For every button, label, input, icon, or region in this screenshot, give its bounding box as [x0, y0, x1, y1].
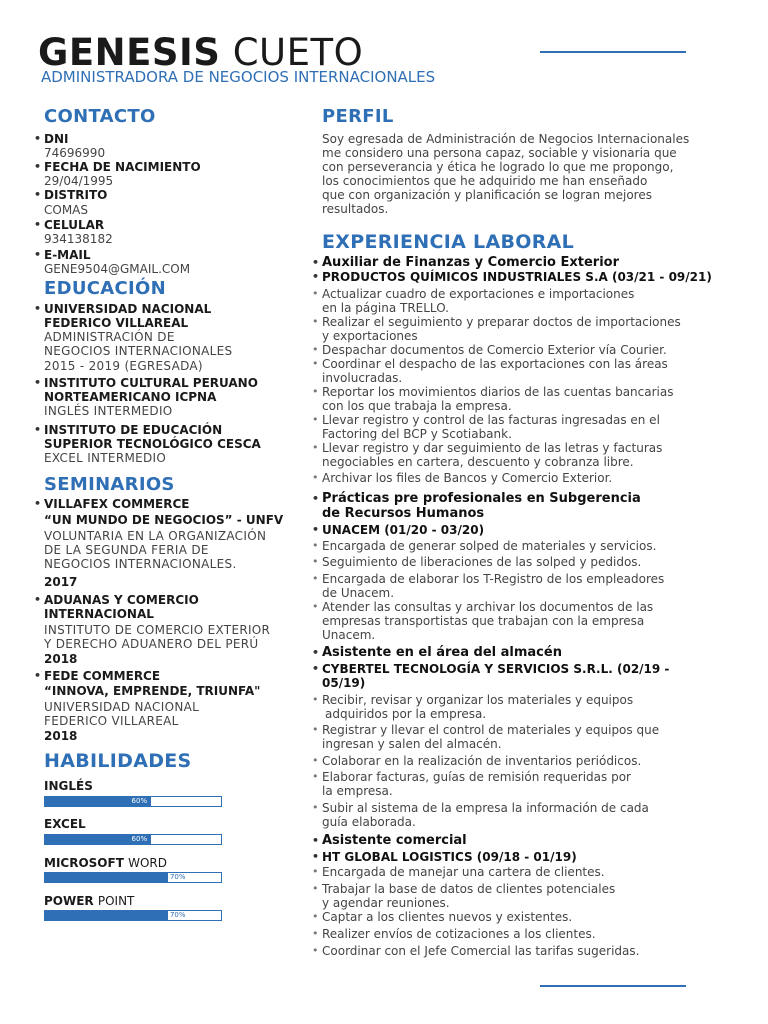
seminar-1-desc-cont: DE LA SEGUNDA FERIA DE [44, 543, 209, 557]
skill-word-percent: 70% [169, 873, 186, 881]
skill-excel-name: EXCEL [44, 817, 86, 831]
seminar-1-desc: VOLUNTARIA EN LA ORGANIZACIÓN [44, 529, 267, 543]
first-name: GENESIS [38, 31, 221, 74]
skill-english-percent: 60% [131, 797, 148, 805]
edu-1-institution: • UNIVERSIDAD NACIONAL [44, 302, 306, 316]
seminar-1-name: • VILLAFEX COMMERCE [44, 497, 306, 511]
experience-heading: EXPERIENCIA LABORAL [322, 231, 575, 253]
job-4-task: • Coordinar con el Jefe Comercial las tarifas sugeridas. [322, 944, 714, 958]
job-3-task: • Colaborar en la realización de inventarios periódicos. [322, 754, 714, 768]
job-1-company: • PRODUCTOS QUÍMICOS INDUSTRIALES S.A (03/21 - 09/21) [322, 270, 714, 284]
job-4-title: • Asistente comercial [322, 833, 714, 848]
edu-3-institution-cont [44, 437, 306, 451]
edu-2-institution: • INSTITUTO CULTURAL PERUANO [44, 376, 306, 390]
job-3-task: • Registrar y llevar el control de materiales y equipos que [322, 723, 714, 737]
skill-powerpoint-name-light: POINT [97, 894, 135, 908]
job-2-task: • Encargada de elaborar los T-Registro de los empleadores [322, 572, 714, 586]
job-1-task-cont: involucradas. [322, 371, 403, 385]
edu-1-period: 2015 - 2019 (EGRESADA) [44, 359, 203, 373]
job-1-task: • Archivar los files de Bancos y Comercio Exterior. [322, 471, 714, 485]
skill-powerpoint-name: POWER [44, 894, 94, 908]
education-section [44, 302, 306, 465]
profile-text [322, 132, 714, 216]
job-3-task: • Recibir, revisar y organizar los materiales y equipos [322, 693, 714, 707]
district-value: COMAS [44, 203, 89, 217]
job-3-task-cont: ingresan y salen del almacén. [322, 737, 502, 751]
edu-3-acronym: CESCA [217, 437, 261, 451]
edu-1-institution-cont: FEDERICO VILLAREAL [44, 316, 189, 330]
job-2-company: • UNACEM (01/20 - 03/20) [322, 523, 714, 537]
profile-line: me considero una persona capaz, sociable y visionaria que [322, 146, 677, 160]
seminars-section [44, 497, 306, 743]
seminar-3-name: • FEDE COMMERCE [44, 669, 306, 683]
contact-heading: CONTACTO [44, 106, 156, 127]
email-label: • E-MAIL [44, 248, 306, 262]
seminar-2-name-cont: INTERNACIONAL [44, 607, 154, 621]
seminar-1-desc-end: NEGOCIOS INTERNACIONALES. [44, 557, 237, 571]
profile-line: Soy egresada de Administración de Negocios Internacionales [322, 132, 690, 146]
job-2-task-cont: de Unacem. [322, 586, 395, 600]
skill-word-bar [44, 872, 222, 883]
job-2-title: • Prácticas pre profesionales en Subgerencia [322, 491, 714, 506]
job-4-task: • Captar a los clientes nuevos y existentes. [322, 910, 714, 924]
seminar-3-institution-cont: FEDERICO VILLAREAL [44, 714, 179, 728]
job-4-tasks [322, 865, 714, 958]
skill-excel [44, 817, 222, 845]
job-4-task: • Encargada de manejar una cartera de clientes. [322, 865, 714, 879]
skills-heading: HABILIDADES [44, 750, 192, 772]
edu-1-degree-cont: NEGOCIOS INTERNACIONALES [44, 344, 233, 358]
dni-label: • DNI [44, 132, 306, 146]
job-1-tasks [322, 287, 714, 485]
job-2-task: • Atender las consultas y archivar los documentos de las [322, 600, 714, 614]
job-3-tasks [322, 693, 714, 829]
contact-section [44, 132, 306, 276]
bottom-decorative-line [540, 985, 686, 987]
skill-word-name: MICROSOFT [44, 856, 124, 870]
job-1-task: • Realizar el seguimiento y preparar doctos de importaciones [322, 315, 714, 329]
job-4-task: • Realizer envíos de cotizaciones a los clientes. [322, 927, 714, 941]
edu-2-acronym: ICPNA [174, 390, 217, 404]
profile-line: los conocimientos que he adquirido me han enseñado [322, 174, 648, 188]
job-3-title: • Asistente en el área del almacén [322, 645, 714, 660]
job-3-task-cont: la empresa. [322, 784, 393, 798]
seminar-3-institution: UNIVERSIDAD NACIONAL [44, 700, 200, 714]
job-2-title-cont: de Recursos Humanos [322, 506, 485, 521]
job-4-task: • Trabajar la base de datos de clientes potenciales [322, 882, 714, 896]
job-title: ADMINISTRADORA DE NEGOCIOS INTERNACIONALES [41, 68, 436, 86]
job-1-task: • Coordinar el despacho de las exportaciones con las áreas [322, 357, 714, 371]
profile-line: resultados. [322, 202, 389, 216]
job-2-task-cont: empresas transportistas que trabajan con la empresa [322, 614, 645, 628]
edu-3-name: SUPERIOR TECNOLÓGICO [44, 437, 213, 451]
seminars-heading: SEMINARIOS [44, 474, 175, 495]
seminar-2-institution-cont: Y DERECHO ADUANERO DEL PERÚ [44, 637, 259, 651]
skill-word-fill [45, 873, 168, 882]
job-1-task-cont: en la página TRELLO. [322, 301, 449, 315]
seminar-3-year: 2018 [44, 729, 78, 743]
job-4-task-cont: y agendar reuniones. [322, 896, 450, 910]
skill-word-name-light: WORD [128, 856, 167, 870]
edu-2-institution-cont [44, 390, 306, 404]
profile-heading: PERFIL [322, 106, 394, 127]
profile-line: que con organización y planificación se logran mejores [322, 188, 652, 202]
email-value: GENE9504@GMAIL.COM [44, 262, 191, 276]
seminar-2-name: • ADUANAS Y COMERCIO [44, 593, 306, 607]
job-3-task-cont: guía elaborada. [322, 815, 416, 829]
top-decorative-line [540, 51, 686, 53]
job-4-company: • HT GLOBAL LOGISTICS (09/18 - 01/19) [322, 850, 714, 864]
job-2-task-cont: Unacem. [322, 628, 376, 642]
skill-powerpoint-label [44, 894, 222, 908]
seminar-1-event [44, 513, 306, 527]
job-1-task: • Despachar documentos de Comercio Exterior vía Courier. [322, 343, 714, 357]
skill-powerpoint-fill [45, 911, 168, 920]
skill-powerpoint [44, 894, 222, 921]
phone-label: • CELULAR [44, 218, 306, 232]
edu-2-name: NORTEAMERICANO [44, 390, 171, 404]
profile-line: con perseverancia y ética he logrado lo que me propongo, [322, 160, 674, 174]
skill-english-label [44, 779, 222, 793]
edu-2-program: INGLÉS INTERMEDIO [44, 404, 173, 418]
skill-english-bar [44, 796, 222, 807]
job-2-tasks [322, 539, 714, 642]
edu-1-degree: ADMINISTRACIÓN DE [44, 330, 175, 344]
job-1-task: • Reportar los movimientos diarios de las cuentas bancarias [322, 385, 714, 399]
skill-english-name: INGLÉS [44, 779, 93, 793]
job-1-task: • Actualizar cuadro de exportaciones e importaciones [322, 287, 714, 301]
job-1-task-cont: Factoring del BCP y Scotiabank. [322, 427, 512, 441]
job-3-task-cont: adquiridos por la empresa. [325, 707, 487, 721]
dni-value: 74696990 [44, 146, 106, 160]
edu-3-program: EXCEL INTERMEDIO [44, 451, 167, 465]
birth-value: 29/04/1995 [44, 174, 114, 188]
district-label: • DISTRITO [44, 188, 306, 202]
job-3-task: • Subir al sistema de la empresa la información de cada [322, 801, 714, 815]
seminar-1-year: 2017 [44, 575, 78, 589]
job-2-task: • Encargada de generar solped de materiales y servicios. [322, 539, 714, 553]
job-1-task: • Llevar registro y dar seguimiento de las letras y facturas [322, 441, 714, 455]
skill-powerpoint-percent: 70% [169, 911, 186, 919]
last-name: CUETO [232, 31, 364, 74]
seminar-1-event-name: “UN MUNDO DE NEGOCIOS” - [44, 513, 242, 527]
skill-word-label [44, 856, 222, 870]
seminar-2-institution: INSTITUTO DE COMERCIO EXTERIOR [44, 623, 271, 637]
skill-excel-bar [44, 834, 222, 845]
seminar-3-event: “INNOVA, EMPRENDE, TRIUNFA" [44, 684, 261, 698]
birth-label: • FECHA DE NACIMIENTO [44, 160, 306, 174]
skill-english [44, 779, 222, 807]
education-heading: EDUCACIÓN [44, 278, 166, 299]
edu-3-institution: • INSTITUTO DE EDUCACIÓN [44, 423, 306, 437]
job-1-task: • Llevar registro y control de las facturas ingresadas en el [322, 413, 714, 427]
job-2-task: • Seguimiento de liberaciones de las solped y pedidos. [322, 555, 714, 569]
job-3-company: • CYBERTEL TECNOLOGÍA Y SERVICIOS S.R.L. (02/19 - 05/19) [322, 662, 714, 690]
job-1-task-cont: con los que trabaja la empresa. [322, 399, 512, 413]
seminar-1-org: UNFV [245, 513, 284, 527]
job-1-task-cont: negociables en cartera, descuento y cobranza libre. [322, 455, 634, 469]
phone-value: 934138182 [44, 232, 113, 246]
job-1-task-cont: y exportaciones [322, 329, 418, 343]
skill-word [44, 856, 222, 883]
skill-excel-percent: 60% [131, 835, 148, 843]
experience-section [322, 255, 714, 958]
job-1-title: • Auxiliar de Finanzas y Comercio Exterior [322, 255, 714, 270]
seminar-2-year: 2018 [44, 652, 78, 666]
skill-excel-label [44, 817, 222, 831]
skill-powerpoint-bar [44, 910, 222, 921]
job-3-task: • Elaborar facturas, guías de remisión requeridas por [322, 770, 714, 784]
